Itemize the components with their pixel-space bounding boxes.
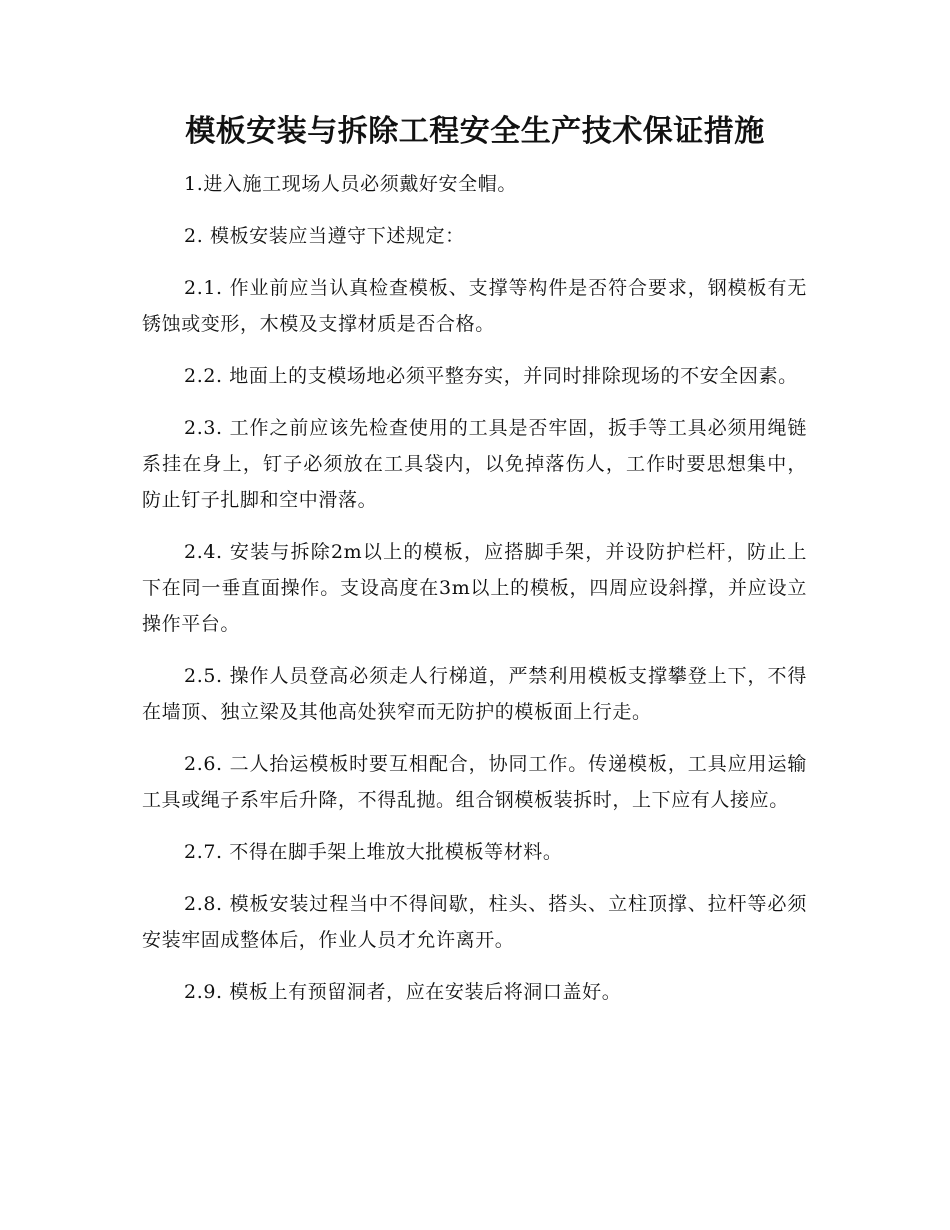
paragraph-2-9: 2.9. 模板上有预留洞者，应在安装后将洞口盖好。 bbox=[184, 981, 622, 1003]
paragraph-2-1: 2.1. 作业前应当认真检查模板、支撑等构件是否符合要求，钢模板有无锈蚀或变形，木模及支撑材质是否合格。 bbox=[142, 277, 807, 335]
document-body bbox=[142, 166, 807, 1026]
paragraph-2-6: 2.6. 二人抬运模板时要互相配合，协同工作。传递模板，工具应用运输工具或绳子系牢后升降，不得乱抛。组合钢模板装拆时，上下应有人接应。 bbox=[142, 753, 807, 811]
paragraph-2-2: 2.2. 地面上的支模场地必须平整夯实，并同时排除现场的不安全因素。 bbox=[184, 365, 798, 387]
paragraph-2-3: 2.3. 工作之前应该先检查使用的工具是否牢固，扳手等工具必须用绳链系挂在身上，钉子必须放在工具袋内，以免掉落伤人，工作时要思想集中，防止钉子扎脚和空中滑落。 bbox=[142, 417, 807, 511]
paragraph-2-7: 2.7. 不得在脚手架上堆放大批模板等材料。 bbox=[184, 841, 563, 863]
paragraph-2: 2. 模板安装应当遵守下述规定： bbox=[184, 225, 465, 247]
document-title: 模板安装与拆除工程安全生产技术保证措施 bbox=[185, 114, 765, 149]
paragraph-2-8: 2.8. 模板安装过程当中不得间歇，柱头、搭头、立柱顶撑、拉杆等必须安装牢固成整体后，作业人员才允许离开。 bbox=[142, 893, 807, 951]
paragraph-2-4: 2.4. 安装与拆除2m以上的模板，应搭脚手架，并设防护栏杆，防止上下在同一垂直面操作。支设高度在3m以上的模板，四周应设斜撑，并应设立操作平台。 bbox=[142, 541, 807, 635]
paragraph-1: 1.进入施工现场人员必须戴好安全帽。 bbox=[184, 173, 517, 195]
paragraph-2-5: 2.5. 操作人员登高必须走人行梯道，严禁利用模板支撑攀登上下，不得在墙顶、独立梁及其他高处狭窄而无防护的模板面上行走。 bbox=[142, 665, 807, 723]
